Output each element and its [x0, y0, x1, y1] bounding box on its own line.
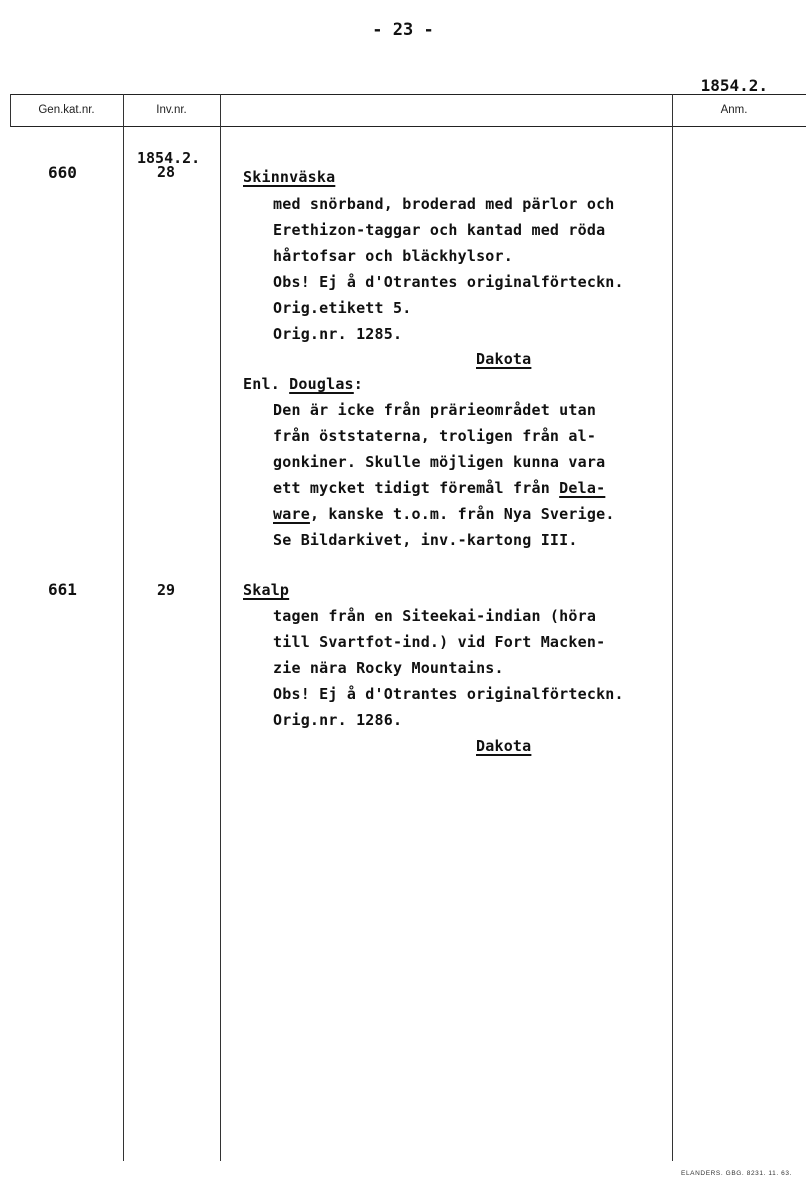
table-header-rule	[10, 126, 806, 127]
note-line: Den är icke från prärieområdet utan	[273, 401, 597, 419]
note-place-a: Dela-	[559, 479, 606, 497]
note-line	[273, 505, 615, 523]
printer-mark: ELANDERS. GBG. 8231. 11. 63.	[681, 1170, 792, 1177]
note-place-b: ware	[273, 505, 310, 523]
description-line: zie nära Rocky Mountains.	[273, 659, 504, 677]
note-line-text: , kanske t.o.m. från Nya Sverige.	[309, 505, 615, 523]
column-divider-1	[123, 94, 124, 1161]
note-line: från öststaterna, troligen från al-	[273, 427, 597, 445]
description-line: med snörband, broderad med pärlor och	[273, 195, 615, 213]
column-header-anm: Anm.	[720, 104, 748, 116]
note-colon: :	[353, 375, 364, 393]
entry-title-skalp: Skalp	[243, 581, 290, 599]
description-line: hårtofsar och bläckhylsor.	[273, 247, 513, 265]
note-heading	[243, 375, 363, 393]
description-line: Obs! Ej å d'Otrantes originalförteckn.	[273, 273, 624, 291]
note-intro: Enl.	[243, 375, 280, 393]
gen-kat-nr-660: 660	[48, 163, 77, 182]
page-number: - 23 -	[372, 20, 434, 40]
column-header-gen-kat-nr: Gen.kat.nr.	[38, 104, 95, 116]
header-year: 1854.2.	[700, 76, 768, 95]
column-divider-3	[672, 94, 673, 1161]
inv-nr-28: 28	[157, 163, 176, 181]
gen-kat-nr-661: 661	[48, 580, 77, 599]
region-label: Dakota	[476, 737, 532, 755]
description-line: Orig.nr. 1285.	[273, 325, 403, 343]
region-label: Dakota	[476, 350, 532, 368]
inv-nr-prefix: 1854.2.	[137, 149, 201, 167]
description-line: Orig.etikett 5.	[273, 299, 412, 317]
entry-title-skinnvaska: Skinnväska	[243, 168, 336, 186]
table-top-rule	[10, 94, 806, 95]
note-line	[273, 479, 605, 497]
description-line: Erethizon-taggar och kantad med röda	[273, 221, 606, 239]
note-line: gonkiner. Skulle möjligen kunna vara	[273, 453, 606, 471]
column-divider-2	[220, 94, 221, 1161]
inv-nr-29: 29	[157, 581, 176, 599]
description-line: Orig.nr. 1286.	[273, 711, 403, 729]
note-line-text: ett mycket tidigt föremål från	[273, 479, 550, 497]
description-line: Obs! Ej å d'Otrantes originalförteckn.	[273, 685, 624, 703]
note-author: Douglas	[289, 375, 354, 393]
description-line: till Svartfot-ind.) vid Fort Macken-	[273, 633, 606, 651]
note-line: Se Bildarkivet, inv.-kartong III.	[273, 531, 578, 549]
column-header-inv-nr: Inv.nr.	[156, 104, 187, 116]
description-line: tagen från en Siteekai-indian (höra	[273, 607, 597, 625]
